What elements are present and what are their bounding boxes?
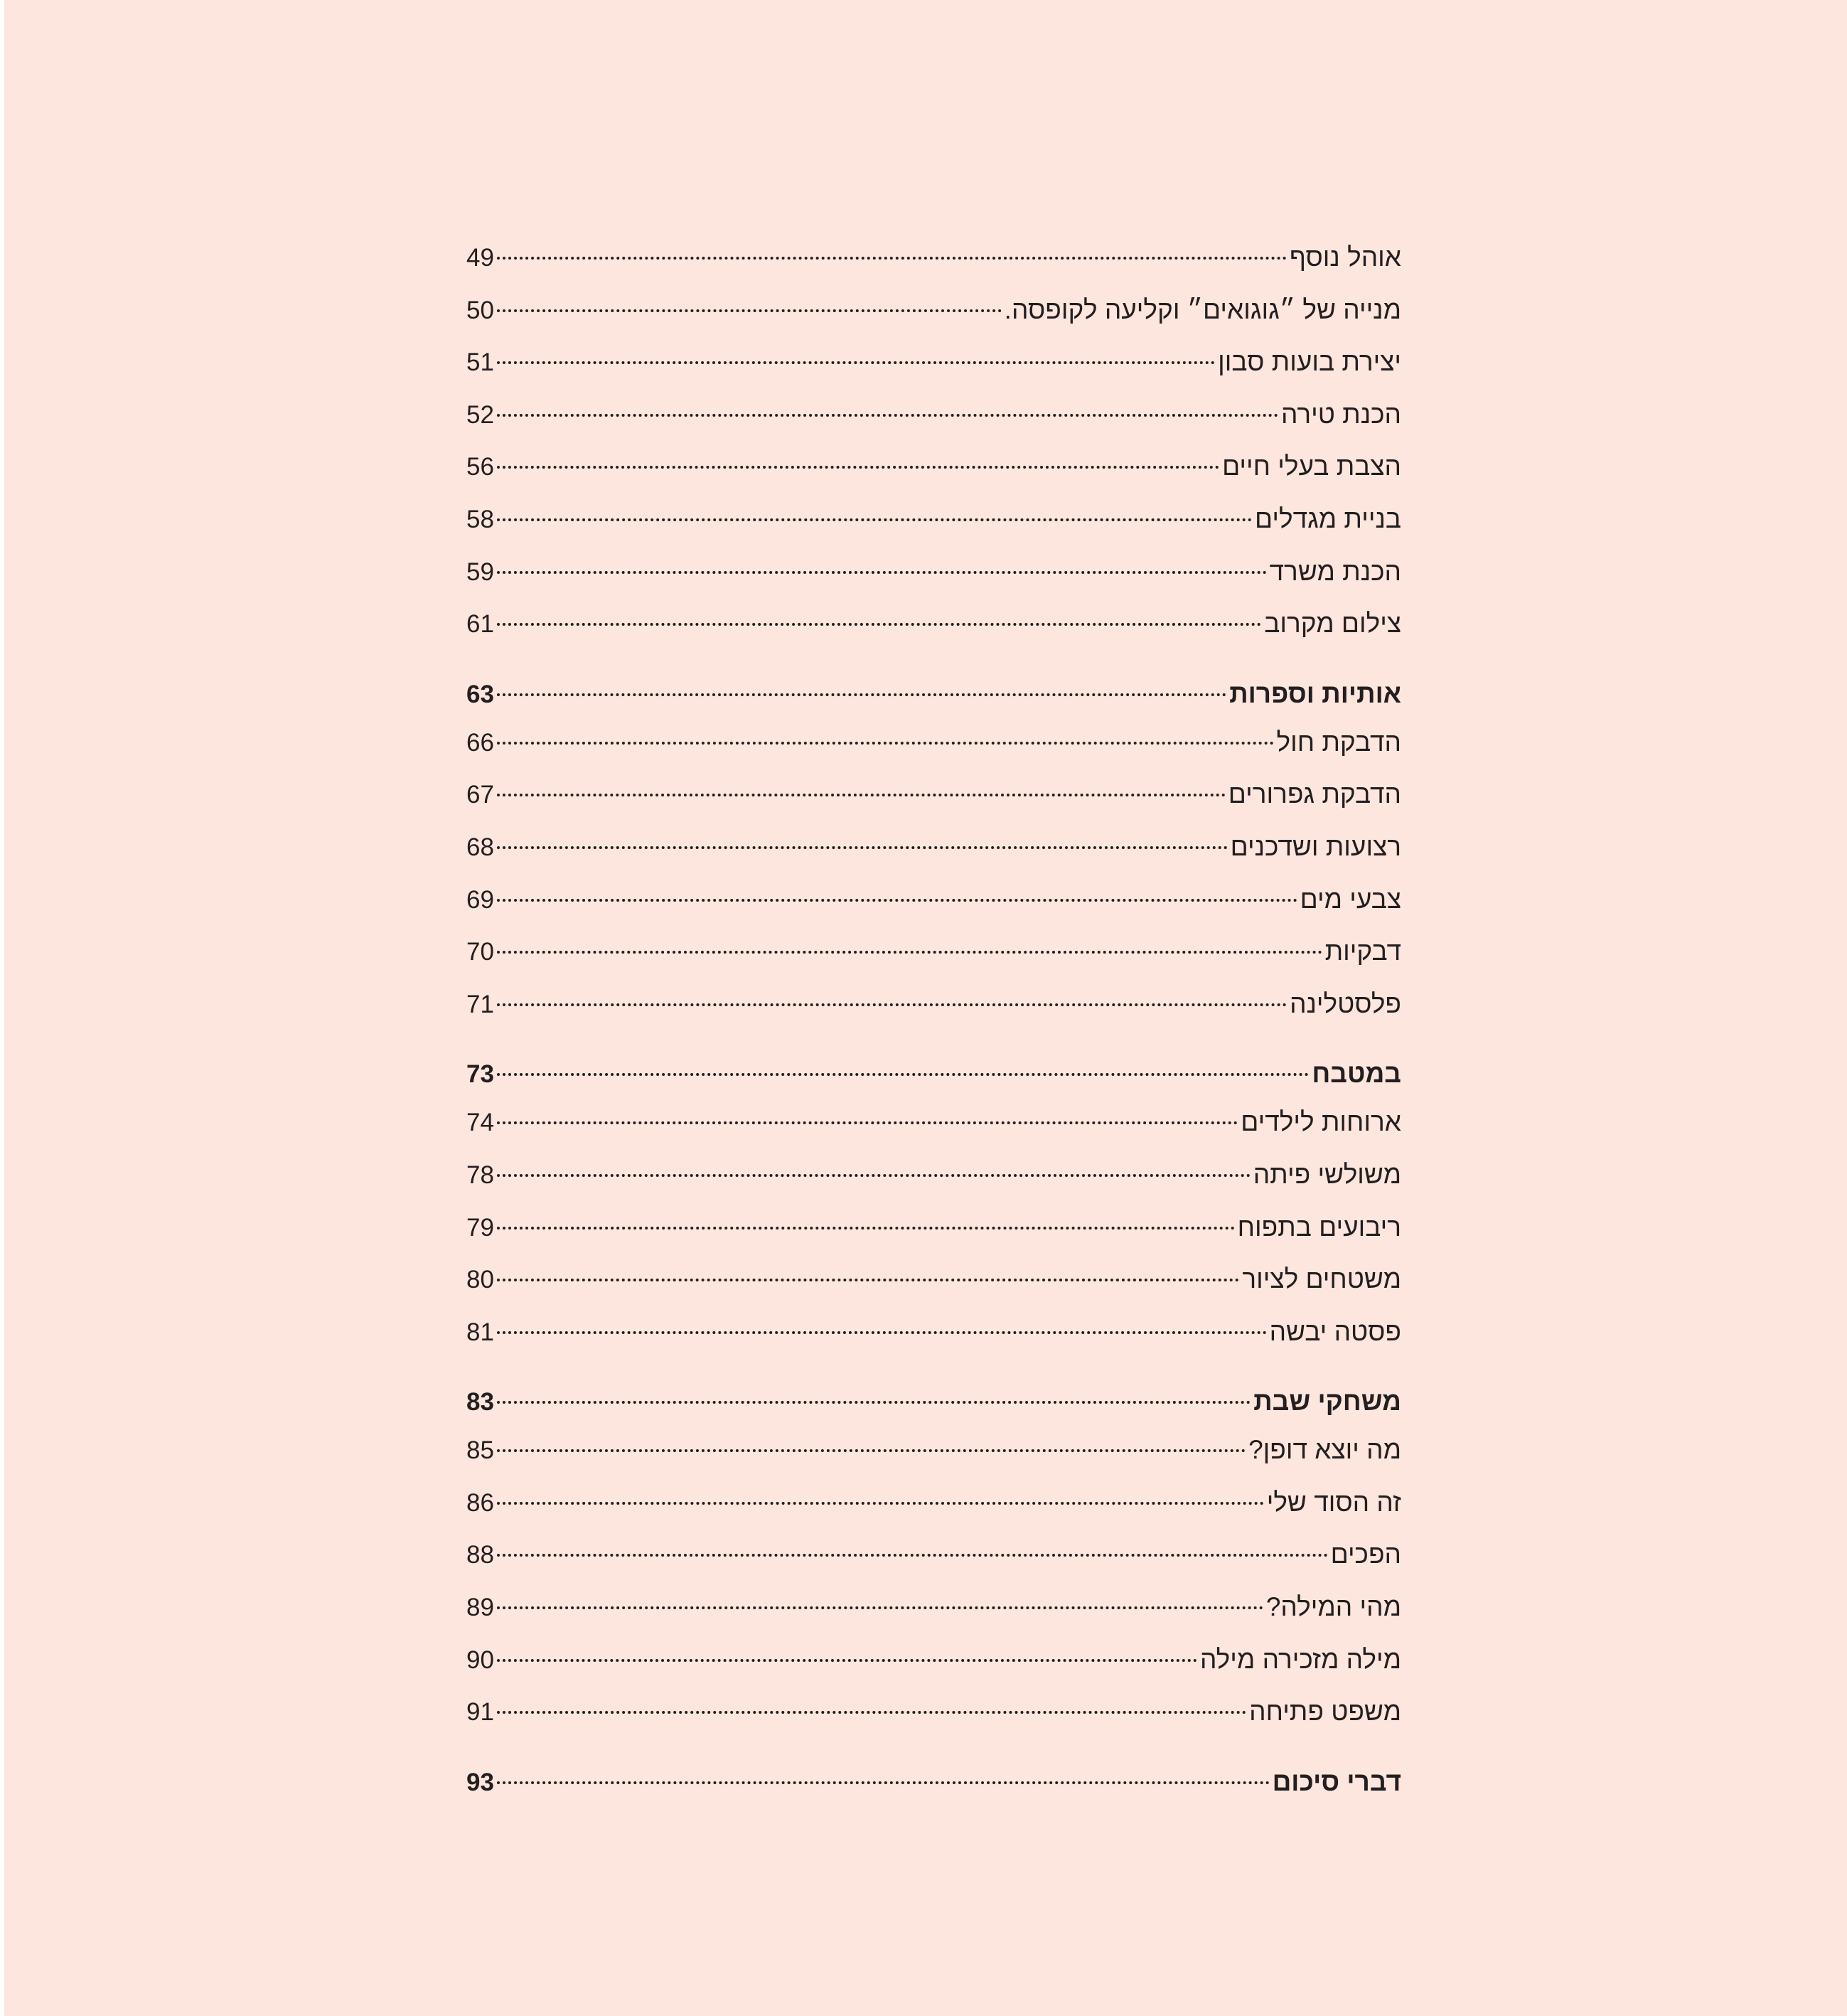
dot-leader (497, 1554, 1328, 1557)
toc-entry-title: פלסטלינה (1290, 988, 1401, 1018)
toc-entry-page: 79 (466, 1213, 494, 1242)
dot-leader (497, 1279, 1239, 1281)
toc-entry-title: הפכים (1330, 1540, 1401, 1569)
table-of-contents (466, 231, 1401, 1804)
toc-entry[interactable] (466, 768, 1401, 821)
toc-entry-page: 90 (466, 1646, 494, 1674)
dot-leader (497, 1174, 1251, 1177)
toc-entry-page: 88 (466, 1541, 494, 1569)
toc-entry-title: רצועות ושדכנים (1230, 831, 1401, 861)
toc-entry[interactable] (466, 1633, 1401, 1686)
dot-leader (497, 1659, 1197, 1662)
dot-leader (497, 899, 1297, 902)
toc-heading-page: 73 (466, 1060, 494, 1089)
toc-entry-title: הכנת טירה (1281, 399, 1401, 429)
toc-entry-page: 52 (466, 400, 494, 429)
dot-leader (497, 1401, 1251, 1404)
toc-heading-page: 83 (466, 1388, 494, 1417)
toc-entry-title: מהי המילה? (1265, 1592, 1401, 1622)
toc-entry-page: 89 (466, 1594, 494, 1622)
dot-leader (497, 1227, 1235, 1230)
toc-entry[interactable] (466, 493, 1401, 545)
dot-leader (497, 309, 1002, 312)
toc-entry-title: משטחים לציור (1242, 1264, 1401, 1294)
toc-section-heading[interactable] (466, 671, 1401, 716)
toc-entry-title: בניית מגדלים (1255, 503, 1401, 533)
toc-entry-page: 61 (466, 610, 494, 639)
toc-entry-page: 78 (466, 1161, 494, 1189)
toc-entry[interactable] (466, 1685, 1401, 1738)
toc-entry[interactable] (466, 284, 1401, 336)
dot-leader (497, 1331, 1267, 1334)
toc-entry-page: 70 (466, 938, 494, 966)
toc-entry-title: הדבקת חול (1276, 727, 1401, 757)
toc-entry[interactable] (466, 716, 1401, 769)
toc-entry[interactable] (466, 440, 1401, 493)
dot-leader (497, 951, 1322, 954)
toc-entry[interactable] (466, 873, 1401, 926)
toc-entry-title: צילום מקרוב (1264, 609, 1401, 639)
toc-entry-title: ריבועים בתפוח (1237, 1212, 1401, 1242)
toc-entry[interactable] (466, 1424, 1401, 1476)
toc-entry-page: 67 (466, 781, 494, 809)
toc-heading-title: משחקי שבת (1253, 1387, 1401, 1417)
dot-leader (497, 1449, 1246, 1452)
toc-entry-title: פסטה יבשה (1269, 1316, 1401, 1346)
toc-entry[interactable] (466, 597, 1401, 650)
toc-entry-page: 71 (466, 990, 494, 1018)
toc-entry[interactable] (466, 1201, 1401, 1254)
toc-entry-page: 50 (466, 296, 494, 324)
toc-entry-page: 86 (466, 1488, 494, 1517)
toc-entry[interactable] (466, 1306, 1401, 1358)
toc-entry-page: 74 (466, 1109, 494, 1137)
dot-leader (497, 693, 1226, 696)
dot-leader (497, 414, 1278, 417)
toc-heading-title: אותיות וספרות (1229, 678, 1401, 708)
toc-entry[interactable] (466, 231, 1401, 284)
document-page (4, 0, 1847, 2016)
toc-entry-page: 49 (466, 244, 494, 272)
toc-entry[interactable] (466, 545, 1401, 598)
toc-entry-page: 59 (466, 558, 494, 586)
toc-entry-page: 81 (466, 1318, 494, 1346)
dot-leader (497, 1121, 1238, 1124)
dot-leader (497, 257, 1287, 260)
toc-entry-title: הצבת בעלי חיים (1222, 452, 1401, 481)
toc-entry-page: 51 (466, 348, 494, 377)
toc-entry-title: אוהל נוסף (1289, 242, 1401, 272)
toc-entry[interactable] (466, 336, 1401, 388)
toc-entry[interactable] (466, 1253, 1401, 1306)
toc-entry-title: מנייה של ״גוגואים״ וקליעה לקופסה. (1004, 294, 1401, 324)
toc-entry-page: 68 (466, 833, 494, 861)
toc-entry-title: זה הסוד שלי (1266, 1487, 1401, 1517)
dot-leader (497, 466, 1219, 469)
dot-leader (497, 1606, 1263, 1609)
toc-heading-page: 93 (466, 1768, 494, 1796)
toc-entry-page: 56 (466, 453, 494, 481)
dot-leader (497, 623, 1261, 626)
dot-leader (497, 794, 1226, 796)
dot-leader (497, 361, 1215, 364)
dot-leader (497, 846, 1228, 849)
toc-entry-page: 69 (466, 885, 494, 914)
toc-entry-page: 66 (466, 728, 494, 757)
toc-entry-title: ארוחות לילדים (1241, 1107, 1401, 1137)
dot-leader (497, 518, 1252, 521)
dot-leader (497, 1003, 1287, 1006)
toc-entry[interactable] (466, 1581, 1401, 1633)
toc-entry[interactable] (466, 978, 1401, 1030)
toc-entry-title: מה יוצא דופן? (1248, 1435, 1401, 1465)
dot-leader (497, 571, 1267, 574)
toc-entry-title: צבעי מים (1300, 884, 1401, 914)
toc-section-heading[interactable] (466, 1051, 1401, 1096)
toc-entry[interactable] (466, 1476, 1401, 1529)
toc-heading-title: דברי סיכום (1272, 1766, 1401, 1796)
toc-entry-page: 85 (466, 1436, 494, 1465)
toc-entry-title: משפט פתיחה (1249, 1697, 1401, 1727)
toc-entry-title: דבקיות (1324, 937, 1401, 966)
toc-entry-page: 91 (466, 1698, 494, 1727)
toc-entry[interactable] (466, 925, 1401, 978)
dot-leader (497, 742, 1274, 745)
toc-entry[interactable] (466, 821, 1401, 873)
toc-entry-title: הכנת משרד (1269, 556, 1401, 586)
toc-entry-title: יצירת בועות סבון (1218, 347, 1401, 377)
toc-section-heading[interactable] (466, 1379, 1401, 1424)
toc-entry-page: 58 (466, 505, 494, 533)
toc-entry[interactable] (466, 1096, 1401, 1148)
toc-entry-page: 80 (466, 1266, 494, 1294)
dot-leader (497, 1502, 1264, 1505)
dot-leader (497, 1711, 1246, 1714)
toc-entry[interactable] (466, 1148, 1401, 1201)
dot-leader (497, 1781, 1270, 1784)
toc-heading-title: במטבח (1312, 1059, 1401, 1089)
toc-heading-page: 63 (466, 680, 494, 708)
toc-section-heading[interactable] (466, 1759, 1401, 1804)
toc-entry-title: הדבקת גפרורים (1228, 779, 1401, 809)
toc-entry[interactable] (466, 388, 1401, 441)
toc-entry-title: משולשי פיתה (1253, 1159, 1401, 1189)
dot-leader (497, 1073, 1309, 1076)
toc-entry[interactable] (466, 1528, 1401, 1581)
toc-entry-title: מילה מזכירה מילה (1199, 1644, 1401, 1674)
